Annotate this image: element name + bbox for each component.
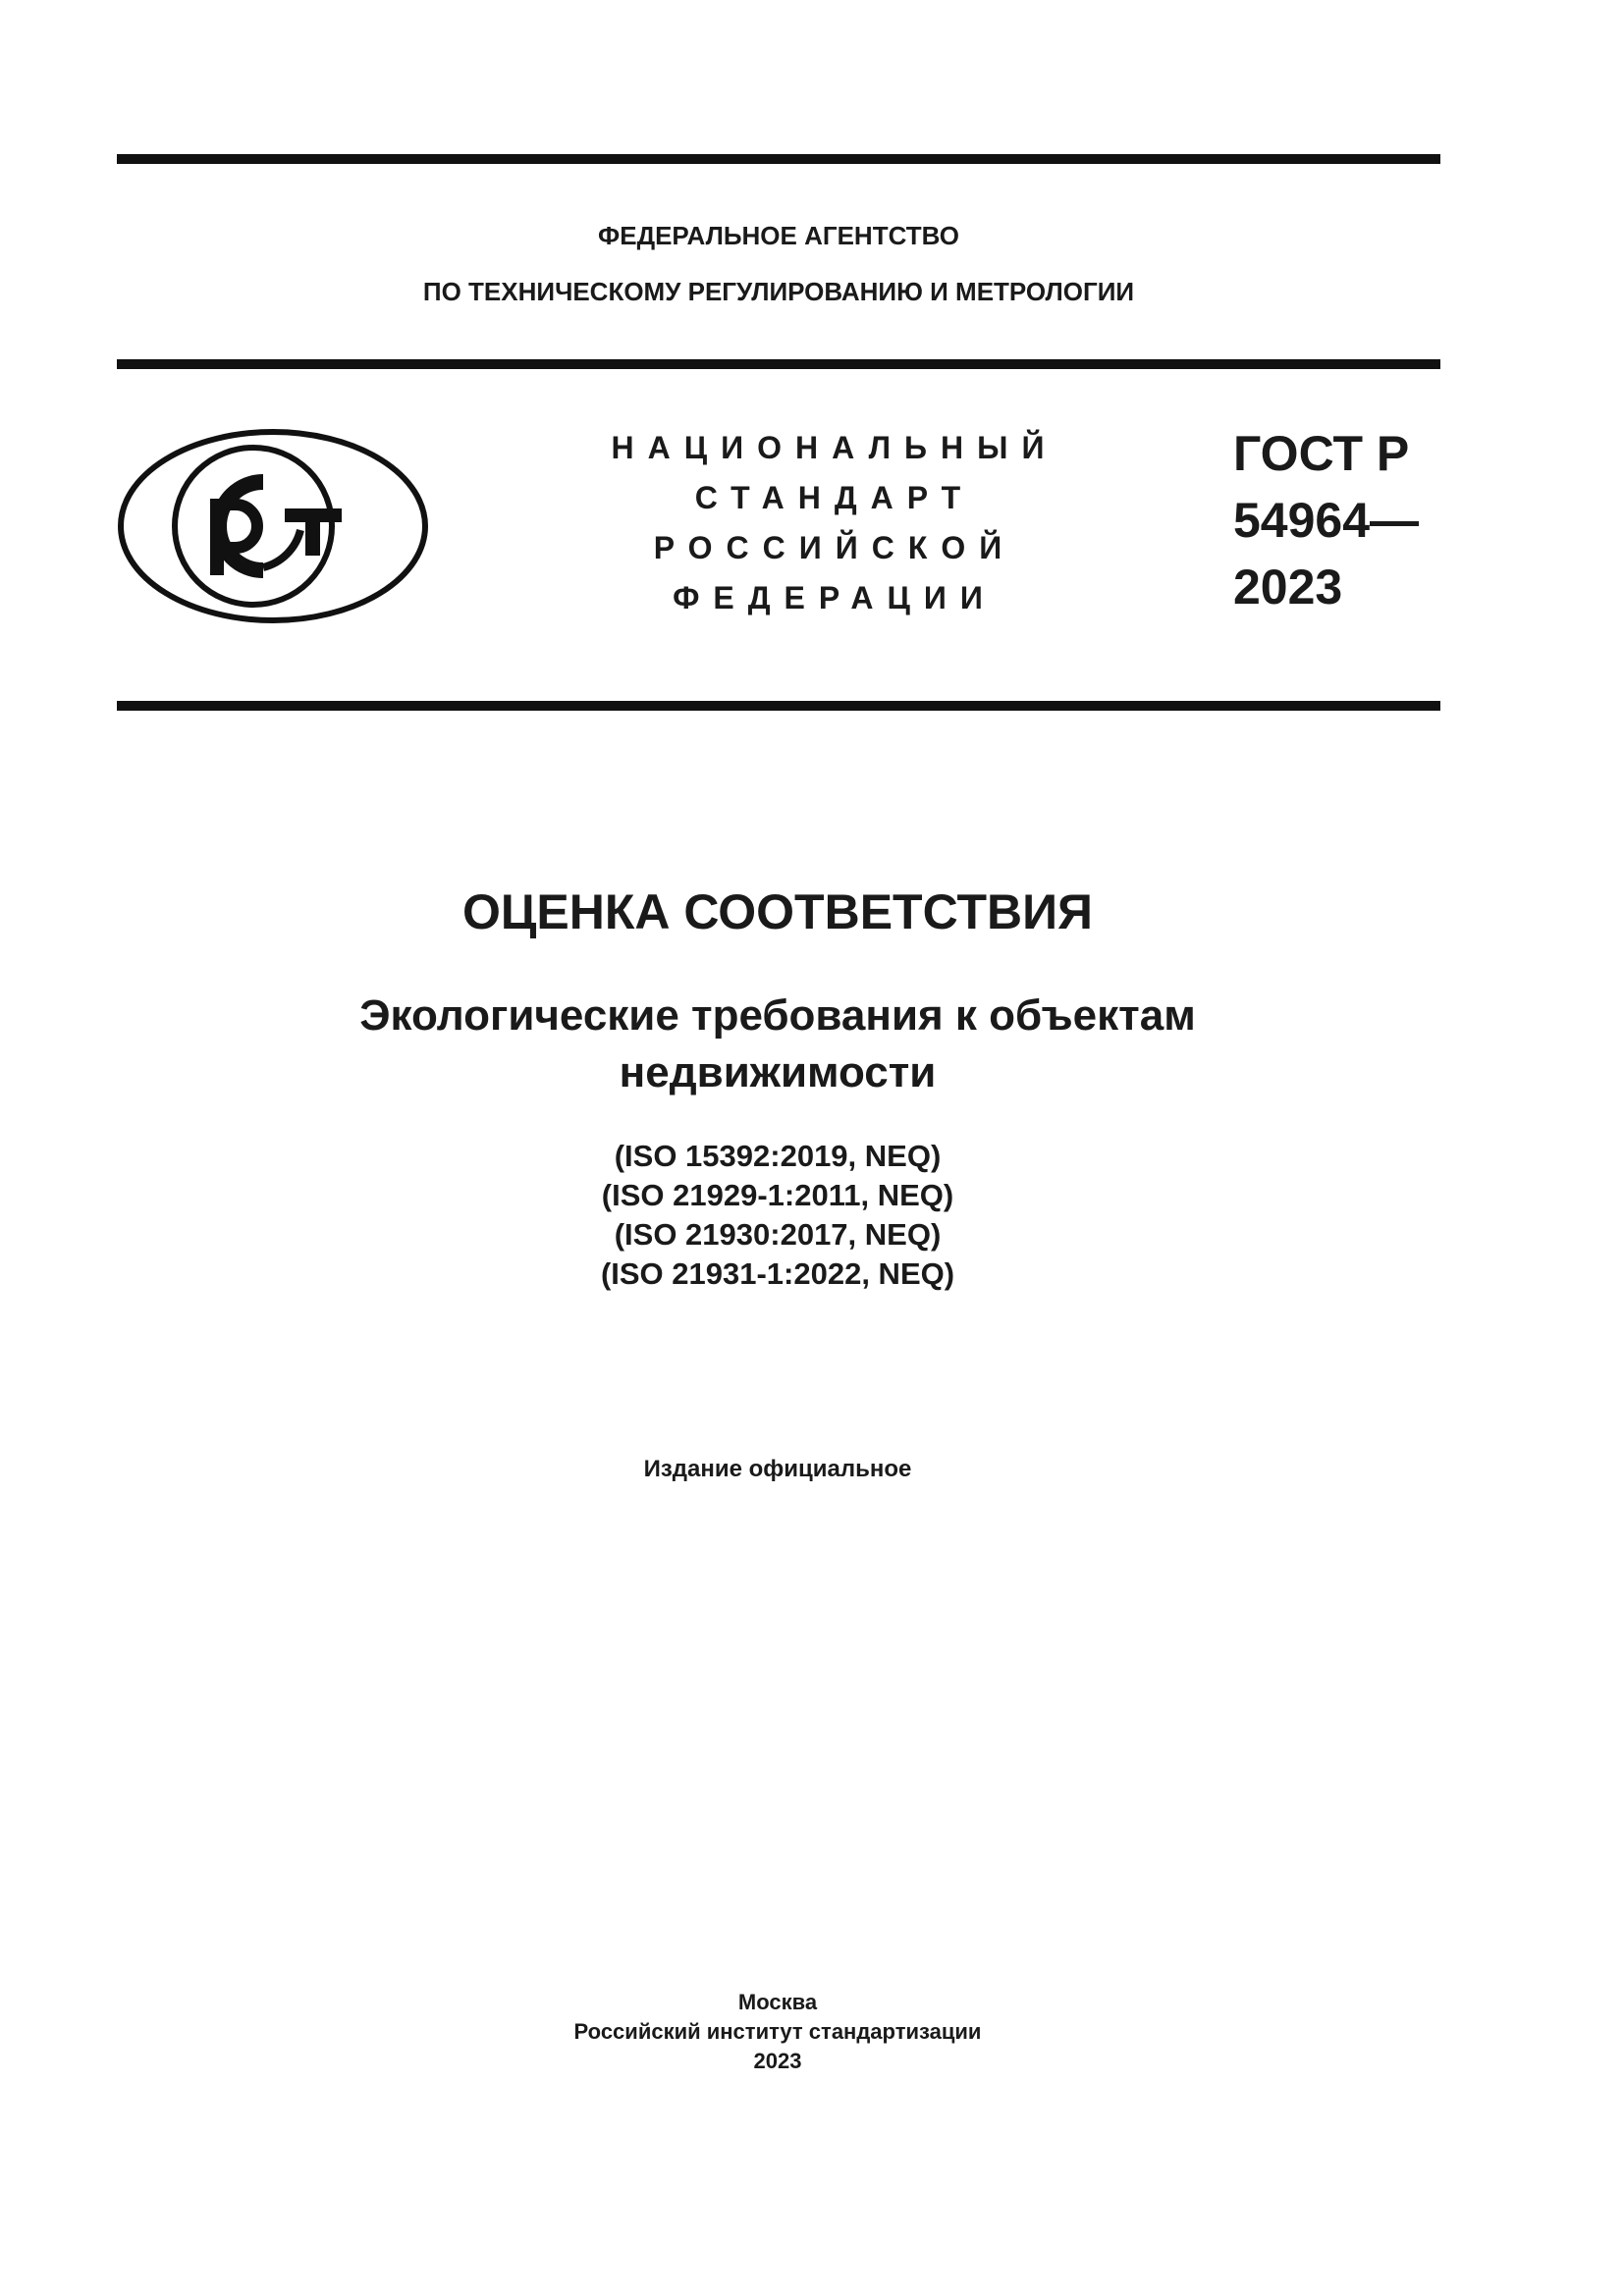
document-subtitle bbox=[0, 988, 1555, 1101]
edition-note: Издание официальное bbox=[643, 1456, 912, 1482]
iso-references bbox=[0, 1137, 1555, 1294]
imprint bbox=[0, 1988, 1555, 2076]
agency-name-line-1: ФЕДЕРАЛЬНОЕ АГЕНТСТВО bbox=[598, 221, 959, 250]
iso-reference: (ISO 21931-1:2022, NEQ) bbox=[600, 1256, 955, 1291]
iso-reference: (ISO 15392:2019, NEQ) bbox=[614, 1139, 942, 1173]
iso-reference: (ISO 21929-1:2011, NEQ) bbox=[601, 1178, 954, 1212]
national-line-3: РОССИЙСКОЙ bbox=[653, 530, 1016, 565]
imprint-year: 2023 bbox=[753, 2049, 802, 2073]
standard-code-line-3: 2023 bbox=[1233, 560, 1343, 614]
national-line-4: ФЕДЕРАЦИИ bbox=[673, 580, 997, 615]
subtitle-line-2: недвижимости bbox=[619, 1048, 937, 1096]
top-rule bbox=[117, 154, 1440, 164]
national-line-1: НАЦИОНАЛЬНЫЙ bbox=[611, 430, 1058, 465]
imprint-publisher: Российский институт стандартизации bbox=[573, 2019, 982, 2044]
bottom-rule bbox=[117, 701, 1440, 711]
rst-logo-icon bbox=[116, 428, 430, 624]
middle-rule bbox=[117, 359, 1440, 369]
imprint-city: Москва bbox=[737, 1990, 818, 2014]
iso-reference: (ISO 21930:2017, NEQ) bbox=[614, 1217, 942, 1252]
document-title: ОЦЕНКА СООТВЕТСТВИЯ bbox=[462, 884, 1093, 939]
standard-code-line-1: ГОСТ Р bbox=[1233, 426, 1410, 481]
national-line-2: СТАНДАРТ bbox=[694, 480, 975, 515]
standard-code bbox=[1233, 420, 1419, 620]
standard-code-line-2: 54964— bbox=[1233, 493, 1420, 548]
subtitle-line-1: Экологические требования к объектам bbox=[359, 991, 1196, 1040]
agency-name-line-2: ПО ТЕХНИЧЕСКОМУ РЕГУЛИРОВАНИЮ И МЕТРОЛОГИИ bbox=[422, 277, 1135, 306]
